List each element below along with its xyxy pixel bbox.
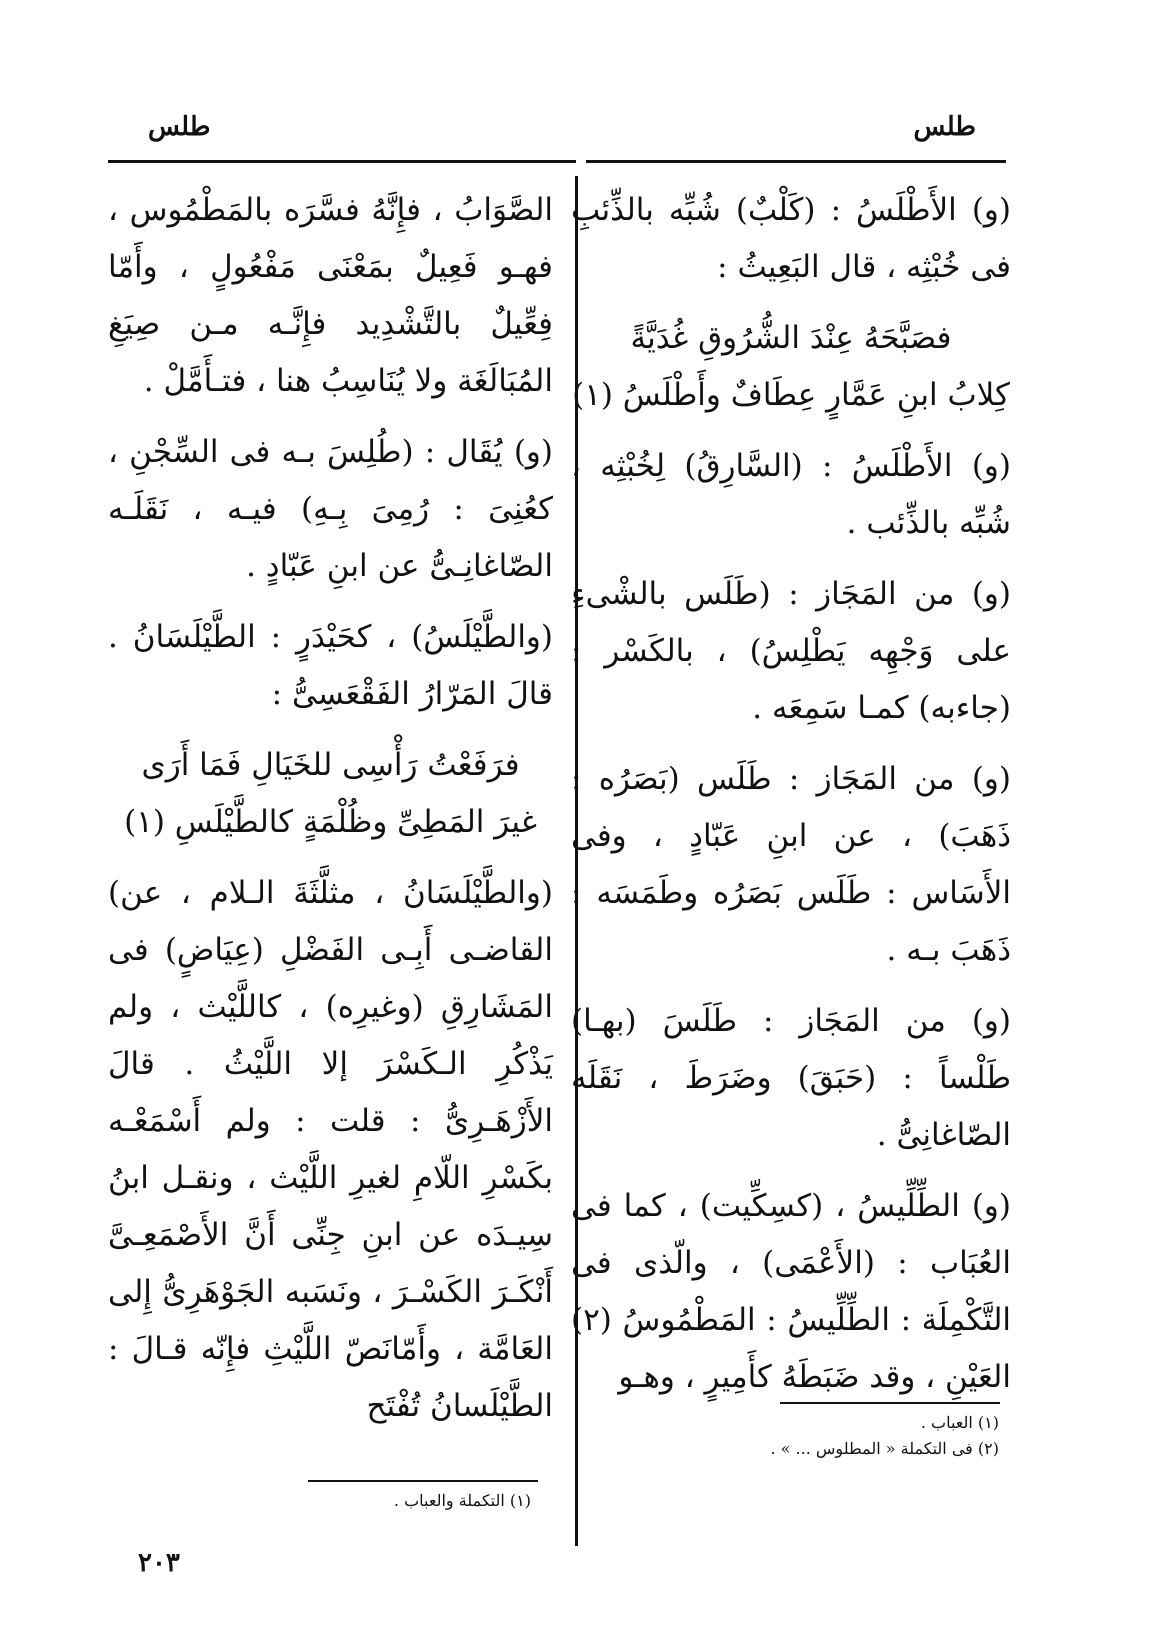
entry-talas-biha: (و) من المَجَاز : طَلَسَ (بهـا) طَلْساً : (حَبَقَ) وضَرَطَ ، نَقَلَه الصّاغانِىُّ . bbox=[571, 1003, 1011, 1153]
footnote: (٢) فى التكملة « المطلوس ... » . bbox=[770, 1439, 999, 1458]
running-head-left: طلس bbox=[148, 112, 211, 142]
footnote: (١) العباب . bbox=[920, 1413, 999, 1432]
header-rule-right bbox=[586, 160, 1006, 163]
verse-line: فرَفَعْتُ رَأْسِى للخَيَالِ فَمَا أَرَى bbox=[141, 747, 520, 783]
verse-line: فصَبَّحَهُ عِنْدَ الشُّرُوقِ غُدَيَّةً bbox=[630, 320, 952, 356]
footnote-rule-right bbox=[780, 1402, 1000, 1404]
entry-atlas-thief: (و) الأَطْلَسُ : (السَّارِقُ) لِخُبْثِه ، شُبِّه بالذِّئب . bbox=[571, 448, 1011, 541]
entry-continuation: الصَّوَابُ ، فإِنَّهُ فسَّرَه بالمَطْمُوس ، فهـو فَعِيلٌ بمَعْنَى مَفْعُولٍ ، وأَمّا فِعِّيلٌ بالتَّشْدِيد فإِنَّـه مـن صِيَغِ المُبَالَغَة ولا يُنَاسِبُ هنا ، فتـأَمَّلْ . bbox=[108, 192, 553, 399]
entry-talas-bishay: (و) من المَجَاز : (طَلَس بالشْىءِ على وَجْهِه يَطْلِسُ) ، بالكَسْر : (جاءبه) كمـا سَمِعَه . bbox=[571, 576, 1011, 726]
running-head-right: طلس bbox=[913, 112, 976, 142]
footnote: (١) التكملة والعباب . bbox=[393, 1491, 531, 1510]
entry-tulisa-bihi: (و) يُقَال : (طُلِسَ بـه فى السِّجْنِ ، كعُنِىَ : رُمِىَ بِـهِ) فيـه ، نَقَلَـه الصّاغانِـىُّ عن ابنِ عَبّادٍ . bbox=[108, 434, 553, 584]
footnotes-left bbox=[291, 1488, 531, 1514]
verse-line: كِلابُ ابنِ عَمَّارٍ عِطَافٌ وأَطْلَسُ (١) bbox=[572, 377, 1010, 413]
footnote-rule-left bbox=[308, 1480, 538, 1482]
entry-taylasan: (والطَّيْلَسَانُ ، مثلَّثَةَ الـلام ، عن) القاضـى أَبِـى الفَضْلِ (عِيَاضٍ) فى المَشَارِقِ (وغيرِه) ، كاللَّيْث ، ولم يَذْكُرِ الـكَسْرَ إلا اللَّيْثُ . قالَ الأَزْهَـرِىُّ : قلت : ولم أَسْمَعْـه بكَسْرِ اللّامِ لغيرِ اللَّيْث ، ونقـل ابنُ سِيـدَه عن ابنِ جِنِّى أَنَّ الأَصْمَعِـىَّ أَنْكَـرَ الكَسْـرَ ، ونَسَبه الجَوْهَرِىُّ إِلى العَامَّة ، وأَمّانَصّ اللَّيْثِ فإِنّه قـالَ : الطَّيْلَسانُ تُفْتَح bbox=[108, 875, 553, 1424]
entry-tillis: (و) الطِّلِّيسُ ، (كسِكِّيت) ، كما فى العُبَاب : (الأَعْمَى) ، والّذى فى التَّكْمِلَة : الطِّلِّيسُ : المَطْمُوسُ (٢) العَيْنِ ، وقد ضَبَطَهُ كأَمِيرٍ ، وهـو bbox=[571, 1188, 1011, 1395]
page-number: ٢٠٣ bbox=[138, 1548, 180, 1578]
entry-talas-basaruh: (و) من المَجَاز : طَلَس (بَصَرُه : ذَهَبَ) ، عن ابنِ عَبّادٍ ، وفى الأَسَاس : طَلَس بَصَرُه وطَمَسَه : ذَهَبَ بـه . bbox=[571, 761, 1011, 968]
entry-taylas: (والطَّيْلَسُ) ، كحَيْدَرٍ : الطَّيْلَسَانُ . قالَ المَرّارُ الفَقْعَسِىُّ : bbox=[108, 619, 553, 712]
entry-atlas-dog: (و) الأَطْلَسُ : (كَلْبٌ) شُبِّه بالذِّئبِ فى خُبْثِه ، قال البَعِيثُ : bbox=[571, 192, 1011, 285]
left-column bbox=[108, 182, 553, 1449]
verse-line: غيرَ المَطِىِّ وظُلْمَةٍ كالطَّيْلَسِ (١) bbox=[124, 804, 537, 840]
footnotes-right bbox=[699, 1410, 999, 1462]
header-rule-left bbox=[108, 160, 576, 163]
right-column bbox=[571, 182, 1011, 1420]
